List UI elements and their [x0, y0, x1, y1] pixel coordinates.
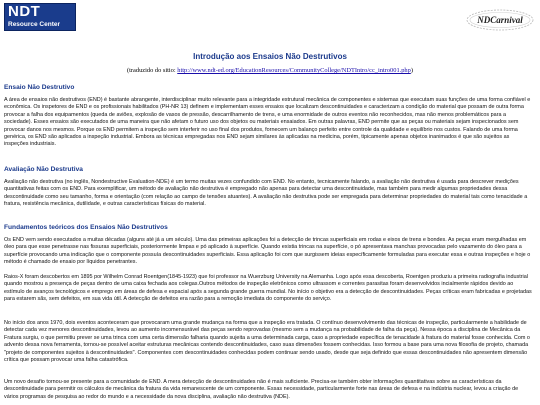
- paragraph-ensaio-nao-destrutivo: A área de ensaios não destrutivos (END) é bastante abrangente, interdisciplinar muito relevante para a integridade estrutural mecânica de componentes e sistemas que executam suas funções de uma forma confiável e econômica. Os inspetores de END e os profissionais habilitados (PH-NR 13) definem e implementam esses ensaios que localizam descontinuidades e caracterizam a condição do material que possam de outra forma provocar a falha dos equipamentos (queda de aviões, explosão de vasos de pressão, descarrilhamento de trens, e uma enormidade de outros eventos não reconhecidos, mas não menos problemáticos para a sociedade). Esses ensaios são executados de uma maneira que não afetam o futuro uso dos objetos ou materiais ensaiados. Em outras palavras, END permite que as peças ou materiais sejam inspecionados sem provocar danos nos mesmos. Porque os END permitem a inspeção sem interferir no uso final dos produtos, fornecem um balanço perfeito entre controle da qualidade e equilíbrio nos custos. Falando de uma forma genérica, os END são aplicados a inspeção industrial. Embora as técnicas empregadas nos END sejam similares às aplicadas na medicina, porém, tipicamente apenas objetos inanimados é que são sujeitos as inspeções industriais.: [4, 97, 531, 148]
- section-heading-ensaio-nao-destrutivo: Ensaio Não Destrutivo: [4, 84, 75, 91]
- translated-note: [0, 67, 540, 74]
- logo-sub-text: Resource Center: [8, 21, 61, 28]
- paragraph-fundamentos-anos-1970: No início dos anos 1970, dois eventos aconteceram que provocaram uma grande mudança na forma que a inspeção era tratada. O contínuo desenvolvimento das técnicas de inspeção, particularmente a habilidade de detectar cada vez menores descontinuidades, levou ao aumento incomensurável das peças sendo reprovadas (mesmo sem a mudança na probabilidade de falha da peça). Nessa época a disciplina de Mecânica da Fratura surgiu, o que permitiu prever se uma trinca com uma certa dimensão falharia quando sujeita a uma determinada carga, caso a propriedade específica de tenacidade à fratura do material fosse conhecida. Com o advento dessa nova ferramenta, tornou-se possível aceitar estruturas mecânicas contendo descontinuidades, caso suas dimensões fossem conhecidas. Isso formou a base para uma nova filosofia de projeto, chamada "projeto de componentes sujeitos à descontinuidades". Componentes com descontinuidades conhecidas podem continuar sendo usado, desde que seja definido que essas descontinuidades não apresentem dimensão crítica que possam provocar uma falha catastrófica.: [4, 320, 530, 364]
- paragraph-fundamentos-novo-desafio: Um novo desafio tornou-se presente para a comunidade de END. A mera detecção de descontinuidades não é mais suficiente. Precisa-se também obter informações quantitativas sobre as características da descontinuidade para permitir os cálculos de mecânica da fratura da vida remanescente de um componente. Essas necessidade, particularmente forte nas áreas de defesa e na indústria nuclear, levou a criação de vários programas de pesquisa ao redor do mundo e a necessidade da nova disciplina, avaliação não destrutiva (NDE).: [4, 379, 519, 400]
- ndcarnival-logo[interactable]: [465, 8, 535, 32]
- source-link[interactable]: http://www.ndt-ed.org/EducationResources/CommunityCollege/NDTIntro/cc_intro001.php: [177, 67, 411, 74]
- section-heading-avaliacao-nao-destrutiva: Avaliação Não Destrutiva: [4, 166, 83, 173]
- translated-suffix: ): [410, 67, 413, 74]
- translated-prefix: (traduzido do sitio:: [127, 67, 178, 74]
- paragraph-avaliacao-nao-destrutiva: Avaliação não destrutiva (no inglês, Nondestructive Evaluation-NDE) é um termo muitas vezes confundido com END. No entanto, tecnicamente falando, a avaliação não destrutiva é usada para descrever medições quantitativas feitas com os END. Para exemplificar, um método de avaliação não destrutiva é empregado não apenas para detectar uma descontinuidade, mas também para medir algumas propriedades dessa descontinuidade como seu tamanho, forma e orientação (com relação ao campo de tensões atuantes). A avaliação não destrutiva pode ser empregada para determinar propriedades do material tais como tenacidade a fratura, resistência mecânica, dutilidade, e outras características físicas do material.: [4, 179, 528, 208]
- section-heading-fundamentos: Fundamentos teóricos dos Ensaios Não Destrutivos: [4, 224, 168, 231]
- paragraph-fundamentos-raios-x: Raios-X foram descobertos em 1895 por Wilhelm Conrad Roentgen(1845-1923) que foi professor na Wuerzburg University na Alemanha. Logo após essa descoberta, Roentgen produziu a primeira radiografia industrial quando mostrou a presença de peças dentro de uma caixa fechada aos colegas.Outros métodos de inspeção eletrônicos como ultrassom e correntes parasitas foram desenvolvidos incialmente rápidos devido ao estímulo de avanços tecnológicos e emprego em áreas de defesa e espacial após a segunda grande guerra mundial. No início o objetivo era a detecção de descontinuidades. Peças críticas eram fabricadas e projetadas para estarem sãs, sem defeitos, em sua vida útil. A detecção de defeitos era razão para a remoção imediata do componente do serviço.: [4, 274, 532, 303]
- logo-main-text: NDT: [8, 3, 41, 20]
- ndt-resource-center-logo[interactable]: [4, 3, 76, 31]
- page-title: Introdução aos Ensaios Não Destrutivos: [193, 52, 347, 61]
- paragraph-fundamentos-historia: Os END vem sendo executados a muitas décadas (alguns até já a um século). Uma das primeiras aplicações foi a detecção de trincas superficiais em rodas e eixos de trens e bondes. As peças eram mergulhadas em óleo para que esse penetrasse nas fissuras superficiais, posteriormente limpas e pó aplicado à superfície. Quando existia trincas na superfície, o pó apresentava manchas provocadas pelo vazamento do óleo para a superfície provocando uma indicação que o componente possuía descontinuidades superficiais. Essa aplicação foi com que surgissem ideias específicamente formuladas para executar essa e outras inspeções e hoje o método é chamado de ensaio por líquidos penetrantes.: [4, 237, 531, 266]
- logo-right-text: NDCarnival: [477, 15, 523, 25]
